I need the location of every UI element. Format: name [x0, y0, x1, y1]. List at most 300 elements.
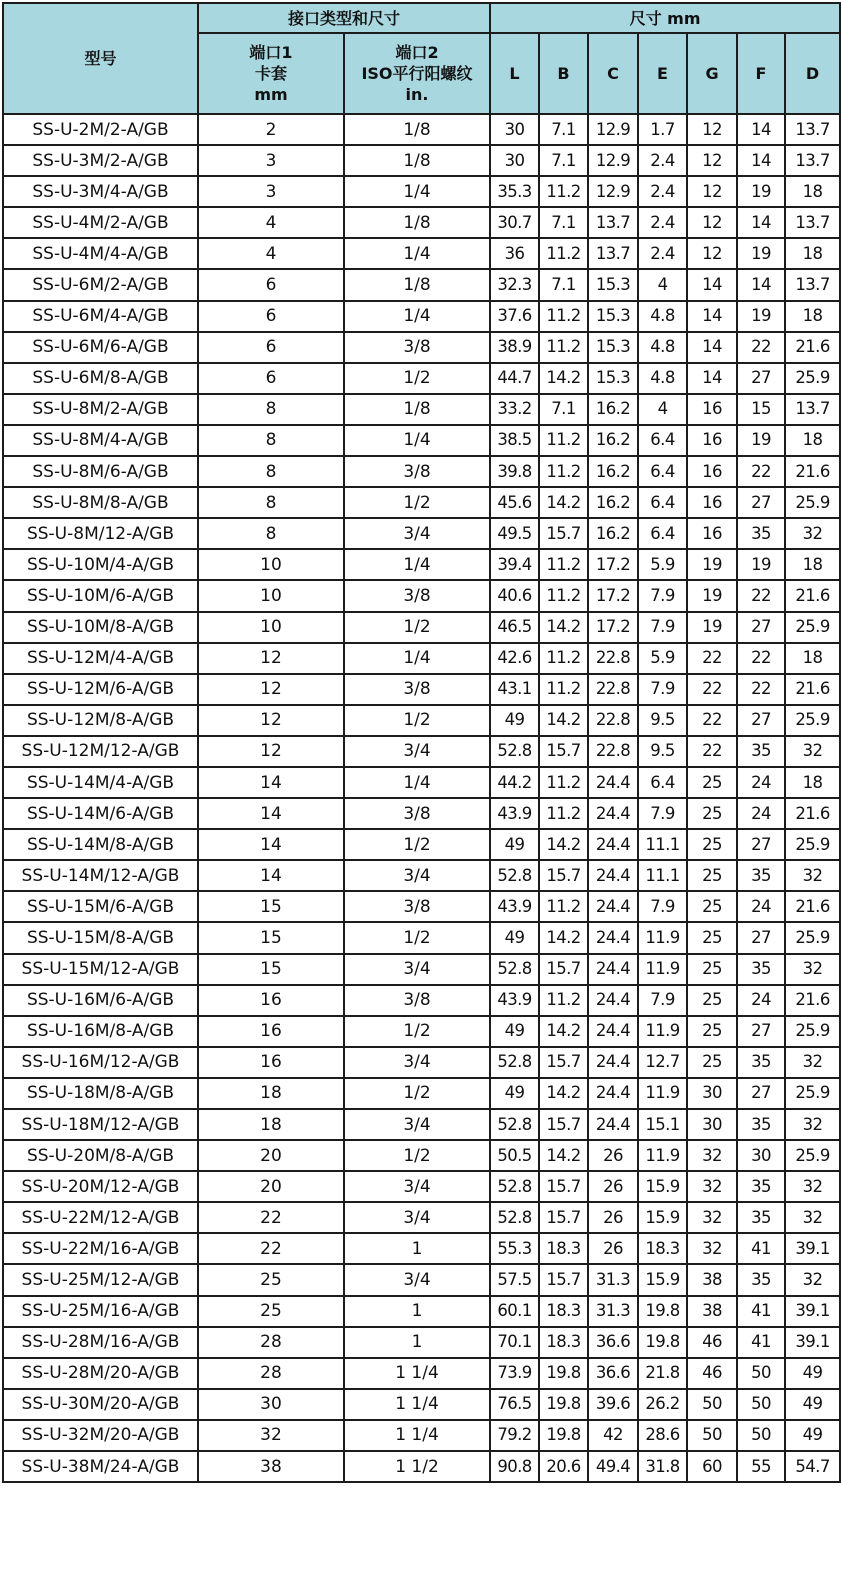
port1-cell: 3: [198, 145, 344, 176]
port1-cell: 12: [198, 674, 344, 705]
port2-header-line: 端口2: [395, 43, 439, 62]
dim-d-cell: 25.9: [785, 1140, 840, 1171]
port1-cell: 28: [198, 1327, 344, 1358]
port2-cell: 3/8: [344, 985, 490, 1016]
dim-g-cell: 32: [687, 1140, 737, 1171]
port2-cell: 3/4: [344, 1109, 490, 1140]
dim-f-cell: 27: [737, 1078, 785, 1109]
dim-f-cell: 19: [737, 238, 785, 269]
table-row: [3, 860, 840, 891]
dim-g-cell: 12: [687, 238, 737, 269]
port2-cell: 3/8: [344, 332, 490, 363]
dim-g-cell: 25: [687, 860, 737, 891]
dim-f-cell: 27: [737, 829, 785, 860]
port2-cell: 1/2: [344, 1078, 490, 1109]
table-row: [3, 1327, 840, 1358]
port1-cell: 25: [198, 1264, 344, 1295]
dim-b-cell: 11.2: [539, 332, 588, 363]
dim-l-cell: 43.1: [490, 674, 539, 705]
dim-c-cell: 24.4: [588, 798, 638, 829]
port1-cell: 6: [198, 269, 344, 300]
model-cell: SS-U-18M/12-A/GB: [3, 1109, 198, 1140]
dim-e-cell: 11.9: [638, 922, 687, 953]
dim-c-cell: 12.9: [588, 114, 638, 145]
dim-l-cell: 45.6: [490, 487, 539, 518]
dim-header-b: B: [539, 33, 588, 114]
dim-f-cell: 41: [737, 1327, 785, 1358]
dim-e-cell: 5.9: [638, 549, 687, 580]
dim-c-cell: 15.3: [588, 269, 638, 300]
table-row: [3, 891, 840, 922]
dim-b-cell: 14.2: [539, 363, 588, 394]
dim-b-cell: 20.6: [539, 1451, 588, 1482]
dim-e-cell: 11.9: [638, 1078, 687, 1109]
dim-c-cell: 24.4: [588, 1078, 638, 1109]
dim-b-cell: 15.7: [539, 1109, 588, 1140]
dim-e-cell: 21.8: [638, 1358, 687, 1389]
dim-f-cell: 41: [737, 1296, 785, 1327]
dim-e-cell: 9.5: [638, 736, 687, 767]
port2-cell: 1/4: [344, 238, 490, 269]
dim-f-cell: 14: [737, 207, 785, 238]
dim-b-cell: 15.7: [539, 1171, 588, 1202]
dim-c-cell: 22.8: [588, 736, 638, 767]
dim-b-cell: 18.3: [539, 1233, 588, 1264]
port2-cell: 1/2: [344, 922, 490, 953]
dim-g-cell: 25: [687, 1016, 737, 1047]
dim-e-cell: 5.9: [638, 643, 687, 674]
dim-e-cell: 4.8: [638, 363, 687, 394]
table-row: [3, 1264, 840, 1295]
port1-cell: 16: [198, 985, 344, 1016]
dim-d-cell: 21.6: [785, 332, 840, 363]
dim-e-cell: 18.3: [638, 1233, 687, 1264]
model-cell: SS-U-15M/8-A/GB: [3, 922, 198, 953]
table-row: [3, 1358, 840, 1389]
dim-g-cell: 32: [687, 1202, 737, 1233]
dim-f-cell: 35: [737, 736, 785, 767]
dim-e-cell: 6.4: [638, 487, 687, 518]
dim-e-cell: 4.8: [638, 301, 687, 332]
model-cell: SS-U-38M/24-A/GB: [3, 1451, 198, 1482]
table-row: [3, 767, 840, 798]
model-cell: SS-U-8M/12-A/GB: [3, 518, 198, 549]
dim-c-cell: 49.4: [588, 1451, 638, 1482]
dim-g-cell: 12: [687, 145, 737, 176]
dim-b-cell: 7.1: [539, 207, 588, 238]
dim-g-cell: 30: [687, 1109, 737, 1140]
dim-l-cell: 39.8: [490, 456, 539, 487]
port1-cell: 10: [198, 612, 344, 643]
dim-g-cell: 25: [687, 891, 737, 922]
port2-cell: 3/4: [344, 736, 490, 767]
model-cell: SS-U-25M/16-A/GB: [3, 1296, 198, 1327]
port2-cell: 3/4: [344, 1171, 490, 1202]
header-row-group: [3, 3, 840, 33]
dim-d-cell: 25.9: [785, 705, 840, 736]
port1-cell: 4: [198, 238, 344, 269]
dim-g-cell: 25: [687, 985, 737, 1016]
port1-cell: 8: [198, 456, 344, 487]
dim-l-cell: 44.2: [490, 767, 539, 798]
dim-f-cell: 24: [737, 767, 785, 798]
dim-e-cell: 12.7: [638, 1047, 687, 1078]
dim-c-cell: 17.2: [588, 549, 638, 580]
port2-cell: 1 1/4: [344, 1420, 490, 1451]
dim-f-cell: 55: [737, 1451, 785, 1482]
dim-d-cell: 13.7: [785, 207, 840, 238]
dim-g-cell: 46: [687, 1327, 737, 1358]
dim-d-cell: 21.6: [785, 674, 840, 705]
dim-l-cell: 70.1: [490, 1327, 539, 1358]
model-cell: SS-U-12M/6-A/GB: [3, 674, 198, 705]
table-row: [3, 612, 840, 643]
dim-g-cell: 25: [687, 767, 737, 798]
port1-cell: 15: [198, 922, 344, 953]
port2-cell: 1/2: [344, 705, 490, 736]
model-cell: SS-U-12M/8-A/GB: [3, 705, 198, 736]
dim-c-cell: 16.2: [588, 425, 638, 456]
dim-f-cell: 50: [737, 1420, 785, 1451]
port1-cell: 2: [198, 114, 344, 145]
port1-cell: 6: [198, 363, 344, 394]
port1-cell: 12: [198, 736, 344, 767]
dim-l-cell: 38.9: [490, 332, 539, 363]
dim-d-cell: 49: [785, 1420, 840, 1451]
table-row: [3, 1233, 840, 1264]
dim-g-cell: 12: [687, 207, 737, 238]
dim-g-cell: 38: [687, 1296, 737, 1327]
table-row: [3, 674, 840, 705]
table-row: [3, 736, 840, 767]
port2-cell: 3/8: [344, 798, 490, 829]
dim-l-cell: 50.5: [490, 1140, 539, 1171]
model-column-header: 型号: [3, 3, 198, 114]
dim-d-cell: 32: [785, 1171, 840, 1202]
model-cell: SS-U-2M/2-A/GB: [3, 114, 198, 145]
dim-c-cell: 12.9: [588, 145, 638, 176]
dim-d-cell: 25.9: [785, 612, 840, 643]
table-row: [3, 114, 840, 145]
dim-b-cell: 7.1: [539, 145, 588, 176]
model-cell: SS-U-6M/2-A/GB: [3, 269, 198, 300]
port2-cell: 1/4: [344, 176, 490, 207]
table-row: [3, 145, 840, 176]
table-row: [3, 487, 840, 518]
table-row: [3, 1078, 840, 1109]
table-row: [3, 1171, 840, 1202]
dim-c-cell: 36.6: [588, 1327, 638, 1358]
model-cell: SS-U-16M/8-A/GB: [3, 1016, 198, 1047]
dim-b-cell: 7.1: [539, 269, 588, 300]
dim-f-cell: 24: [737, 985, 785, 1016]
dim-b-cell: 11.2: [539, 456, 588, 487]
port2-cell: 1/4: [344, 643, 490, 674]
dim-l-cell: 60.1: [490, 1296, 539, 1327]
model-cell: SS-U-25M/12-A/GB: [3, 1264, 198, 1295]
dim-l-cell: 33.2: [490, 394, 539, 425]
model-cell: SS-U-14M/8-A/GB: [3, 829, 198, 860]
dim-g-cell: 46: [687, 1358, 737, 1389]
dim-d-cell: 39.1: [785, 1296, 840, 1327]
port2-cell: 1 1/4: [344, 1389, 490, 1420]
dim-c-cell: 26: [588, 1140, 638, 1171]
dim-d-cell: 21.6: [785, 891, 840, 922]
dim-g-cell: 16: [687, 394, 737, 425]
dim-l-cell: 36: [490, 238, 539, 269]
dim-f-cell: 19: [737, 301, 785, 332]
dim-b-cell: 18.3: [539, 1327, 588, 1358]
port1-cell: 16: [198, 1016, 344, 1047]
dim-d-cell: 13.7: [785, 269, 840, 300]
table-row: [3, 1109, 840, 1140]
port2-cell: 3/8: [344, 580, 490, 611]
port1-cell: 6: [198, 301, 344, 332]
port2-cell: 1/2: [344, 612, 490, 643]
dim-f-cell: 24: [737, 891, 785, 922]
dim-c-cell: 16.2: [588, 456, 638, 487]
dim-e-cell: 4.8: [638, 332, 687, 363]
dim-l-cell: 43.9: [490, 798, 539, 829]
model-cell: SS-U-15M/12-A/GB: [3, 954, 198, 985]
table-row: [3, 301, 840, 332]
table-row: [3, 1296, 840, 1327]
dim-e-cell: 26.2: [638, 1389, 687, 1420]
dim-g-cell: 32: [687, 1233, 737, 1264]
dim-c-cell: 24.4: [588, 954, 638, 985]
dim-l-cell: 44.7: [490, 363, 539, 394]
dim-g-cell: 32: [687, 1171, 737, 1202]
dim-e-cell: 28.6: [638, 1420, 687, 1451]
dim-b-cell: 15.7: [539, 736, 588, 767]
dim-f-cell: 14: [737, 269, 785, 300]
dim-b-cell: 14.2: [539, 705, 588, 736]
dim-d-cell: 25.9: [785, 829, 840, 860]
dim-e-cell: 11.9: [638, 954, 687, 985]
dim-c-cell: 36.6: [588, 1358, 638, 1389]
model-cell: SS-U-8M/8-A/GB: [3, 487, 198, 518]
dim-e-cell: 7.9: [638, 674, 687, 705]
dim-l-cell: 52.8: [490, 954, 539, 985]
dim-g-cell: 12: [687, 176, 737, 207]
dim-d-cell: 18: [785, 238, 840, 269]
dim-e-cell: 7.9: [638, 985, 687, 1016]
dim-g-cell: 38: [687, 1264, 737, 1295]
table-row: [3, 1047, 840, 1078]
spec-sheet: [2, 2, 839, 1585]
dim-g-cell: 16: [687, 487, 737, 518]
port1-header-line: 端口1: [249, 43, 293, 62]
port2-cell: 3/8: [344, 456, 490, 487]
table-header: [3, 3, 840, 114]
dim-e-cell: 11.9: [638, 1140, 687, 1171]
dim-d-cell: 32: [785, 1264, 840, 1295]
model-cell: SS-U-14M/6-A/GB: [3, 798, 198, 829]
dim-g-cell: 25: [687, 1047, 737, 1078]
dim-d-cell: 32: [785, 518, 840, 549]
dim-g-cell: 25: [687, 829, 737, 860]
dim-d-cell: 49: [785, 1389, 840, 1420]
dim-l-cell: 40.6: [490, 580, 539, 611]
dim-c-cell: 22.8: [588, 643, 638, 674]
port1-cell: 4: [198, 207, 344, 238]
table-row: [3, 1016, 840, 1047]
dim-f-cell: 14: [737, 114, 785, 145]
dim-g-cell: 22: [687, 736, 737, 767]
dim-d-cell: 32: [785, 1047, 840, 1078]
dim-l-cell: 52.8: [490, 1171, 539, 1202]
dim-b-cell: 15.7: [539, 1047, 588, 1078]
table-row: [3, 238, 840, 269]
dim-l-cell: 49: [490, 829, 539, 860]
dim-g-cell: 25: [687, 922, 737, 953]
port1-cell: 6: [198, 332, 344, 363]
dim-l-cell: 43.9: [490, 891, 539, 922]
port2-cell: 3/4: [344, 1202, 490, 1233]
port1-cell: 10: [198, 549, 344, 580]
dim-c-cell: 22.8: [588, 705, 638, 736]
dim-e-cell: 4: [638, 269, 687, 300]
dim-f-cell: 35: [737, 1202, 785, 1233]
port2-cell: 1/8: [344, 207, 490, 238]
table-row: [3, 643, 840, 674]
port2-cell: 1/2: [344, 1140, 490, 1171]
port1-cell: 16: [198, 1047, 344, 1078]
dim-g-cell: 16: [687, 456, 737, 487]
dim-c-cell: 24.4: [588, 891, 638, 922]
dim-b-cell: 14.2: [539, 829, 588, 860]
dim-b-cell: 15.7: [539, 1202, 588, 1233]
dim-l-cell: 30: [490, 114, 539, 145]
dim-l-cell: 57.5: [490, 1264, 539, 1295]
port2-cell: 1/4: [344, 425, 490, 456]
dim-header-c: C: [588, 33, 638, 114]
dim-g-cell: 19: [687, 612, 737, 643]
model-cell: SS-U-12M/12-A/GB: [3, 736, 198, 767]
dim-b-cell: 15.7: [539, 954, 588, 985]
dim-e-cell: 4: [638, 394, 687, 425]
dim-f-cell: 50: [737, 1389, 785, 1420]
port2-cell: 1/2: [344, 363, 490, 394]
dim-b-cell: 7.1: [539, 394, 588, 425]
dim-d-cell: 32: [785, 860, 840, 891]
dim-b-cell: 19.8: [539, 1358, 588, 1389]
dim-d-cell: 32: [785, 1109, 840, 1140]
port2-cell: 1/8: [344, 145, 490, 176]
dim-f-cell: 27: [737, 922, 785, 953]
port1-cell: 10: [198, 580, 344, 611]
table-row: [3, 985, 840, 1016]
dim-g-cell: 19: [687, 580, 737, 611]
table-row: [3, 580, 840, 611]
port2-cell: 3/4: [344, 1047, 490, 1078]
dim-d-cell: 18: [785, 549, 840, 580]
dim-g-cell: 12: [687, 114, 737, 145]
model-cell: SS-U-8M/6-A/GB: [3, 456, 198, 487]
dim-d-cell: 49: [785, 1358, 840, 1389]
dim-b-cell: 11.2: [539, 891, 588, 922]
port1-cell: 8: [198, 425, 344, 456]
model-cell: SS-U-6M/8-A/GB: [3, 363, 198, 394]
dim-b-cell: 19.8: [539, 1420, 588, 1451]
table-row: [3, 549, 840, 580]
port1-cell: 12: [198, 643, 344, 674]
dim-f-cell: 35: [737, 1047, 785, 1078]
dim-e-cell: 19.8: [638, 1296, 687, 1327]
dim-f-cell: 22: [737, 332, 785, 363]
dim-b-cell: 15.7: [539, 518, 588, 549]
dim-l-cell: 46.5: [490, 612, 539, 643]
dim-e-cell: 11.9: [638, 1016, 687, 1047]
dim-b-cell: 11.2: [539, 674, 588, 705]
table-row: [3, 954, 840, 985]
port2-cell: 1/2: [344, 487, 490, 518]
dim-g-cell: 25: [687, 798, 737, 829]
dim-f-cell: 27: [737, 363, 785, 394]
dim-b-cell: 14.2: [539, 1078, 588, 1109]
port2-cell: 1 1/2: [344, 1451, 490, 1482]
dim-g-cell: 19: [687, 549, 737, 580]
model-cell: SS-U-28M/16-A/GB: [3, 1327, 198, 1358]
port2-cell: 1/4: [344, 767, 490, 798]
dim-c-cell: 24.4: [588, 922, 638, 953]
dim-g-cell: 60: [687, 1451, 737, 1482]
port2-cell: 3/8: [344, 891, 490, 922]
dim-e-cell: 15.9: [638, 1171, 687, 1202]
dim-d-cell: 39.1: [785, 1233, 840, 1264]
model-cell: SS-U-14M/12-A/GB: [3, 860, 198, 891]
dim-c-cell: 26: [588, 1171, 638, 1202]
dim-e-cell: 7.9: [638, 580, 687, 611]
dim-l-cell: 38.5: [490, 425, 539, 456]
dim-l-cell: 76.5: [490, 1389, 539, 1420]
model-cell: SS-U-10M/6-A/GB: [3, 580, 198, 611]
dim-c-cell: 12.9: [588, 176, 638, 207]
dim-g-cell: 14: [687, 332, 737, 363]
dim-e-cell: 7.9: [638, 891, 687, 922]
model-cell: SS-U-20M/8-A/GB: [3, 1140, 198, 1171]
dim-f-cell: 27: [737, 612, 785, 643]
table-row: [3, 518, 840, 549]
port1-cell: 8: [198, 518, 344, 549]
dim-l-cell: 49: [490, 1016, 539, 1047]
port2-cell: 3/4: [344, 1264, 490, 1295]
port1-cell: 14: [198, 767, 344, 798]
port2-cell: 1: [344, 1327, 490, 1358]
dim-l-cell: 49: [490, 922, 539, 953]
dim-c-cell: 31.3: [588, 1296, 638, 1327]
dim-c-cell: 24.4: [588, 1047, 638, 1078]
port1-column-header: [198, 33, 344, 114]
dim-b-cell: 11.2: [539, 301, 588, 332]
dim-g-cell: 14: [687, 301, 737, 332]
dim-d-cell: 13.7: [785, 394, 840, 425]
dim-c-cell: 24.4: [588, 1016, 638, 1047]
dim-f-cell: 14: [737, 145, 785, 176]
dim-d-cell: 18: [785, 176, 840, 207]
port1-cell: 18: [198, 1078, 344, 1109]
model-cell: SS-U-18M/8-A/GB: [3, 1078, 198, 1109]
table-row: [3, 1420, 840, 1451]
dim-g-cell: 14: [687, 363, 737, 394]
model-cell: SS-U-28M/20-A/GB: [3, 1358, 198, 1389]
port1-cell: 12: [198, 705, 344, 736]
dim-l-cell: 52.8: [490, 860, 539, 891]
dim-c-cell: 26: [588, 1202, 638, 1233]
table-row: [3, 332, 840, 363]
dim-e-cell: 6.4: [638, 518, 687, 549]
dim-d-cell: 32: [785, 954, 840, 985]
